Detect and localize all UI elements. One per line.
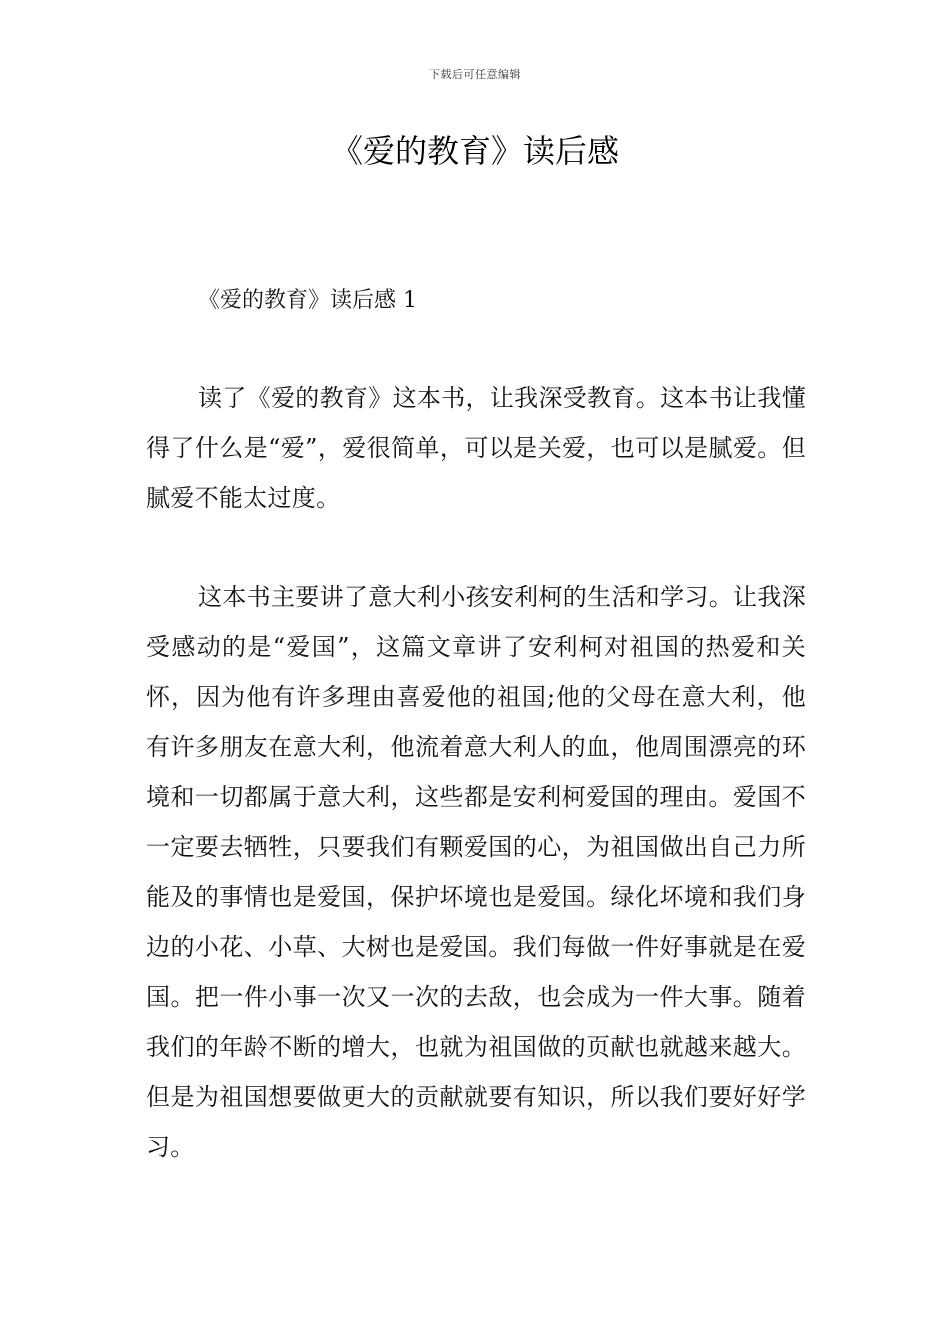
document-title: 《爱的教育》读后感 <box>330 132 619 170</box>
section-title: 《爱的教育》读后感 1 <box>198 288 417 313</box>
header-note: 下载后可任意编辑 <box>429 68 521 81</box>
paragraph-1: 读了《爱的教育》这本书，让我深受教育。这本书让我懂得了什么是“爱”，爱很简单，可以是关爱，也可以是腻爱。但腻爱不能太过度。 <box>146 384 806 512</box>
paragraph-2: 这本书主要讲了意大利小孩安利柯的生活和学习。让我深受感动的是“爱国”，这篇文章讲了安利柯对祖国的热爱和关怀，因为他有许多理由喜爱他的祖国;他的父母在意大利，他有许多朋友在意大利，他流着意大利人的血，他周围漂亮的环境和一切都属于意大利，这些都是安利柯爱国的理由。爱国不一定要去牺牲，只要我们有颗爱国的心，为祖国做出自己力所能及的事情也是爱国，保护坏境也是爱国。绿化坏境和我们身边的小花、小草、大树也是爱国。我们每做一件好事就是在爱国。把一件小事一次又一次的去敌，也会成为一件大事。随着我们的年龄不断的增大，也就为祖国做的页献也就越来越大。但是为祖国想要做更大的贡献就要有知识，所以我们要好好学习。 <box>146 583 806 1161</box>
